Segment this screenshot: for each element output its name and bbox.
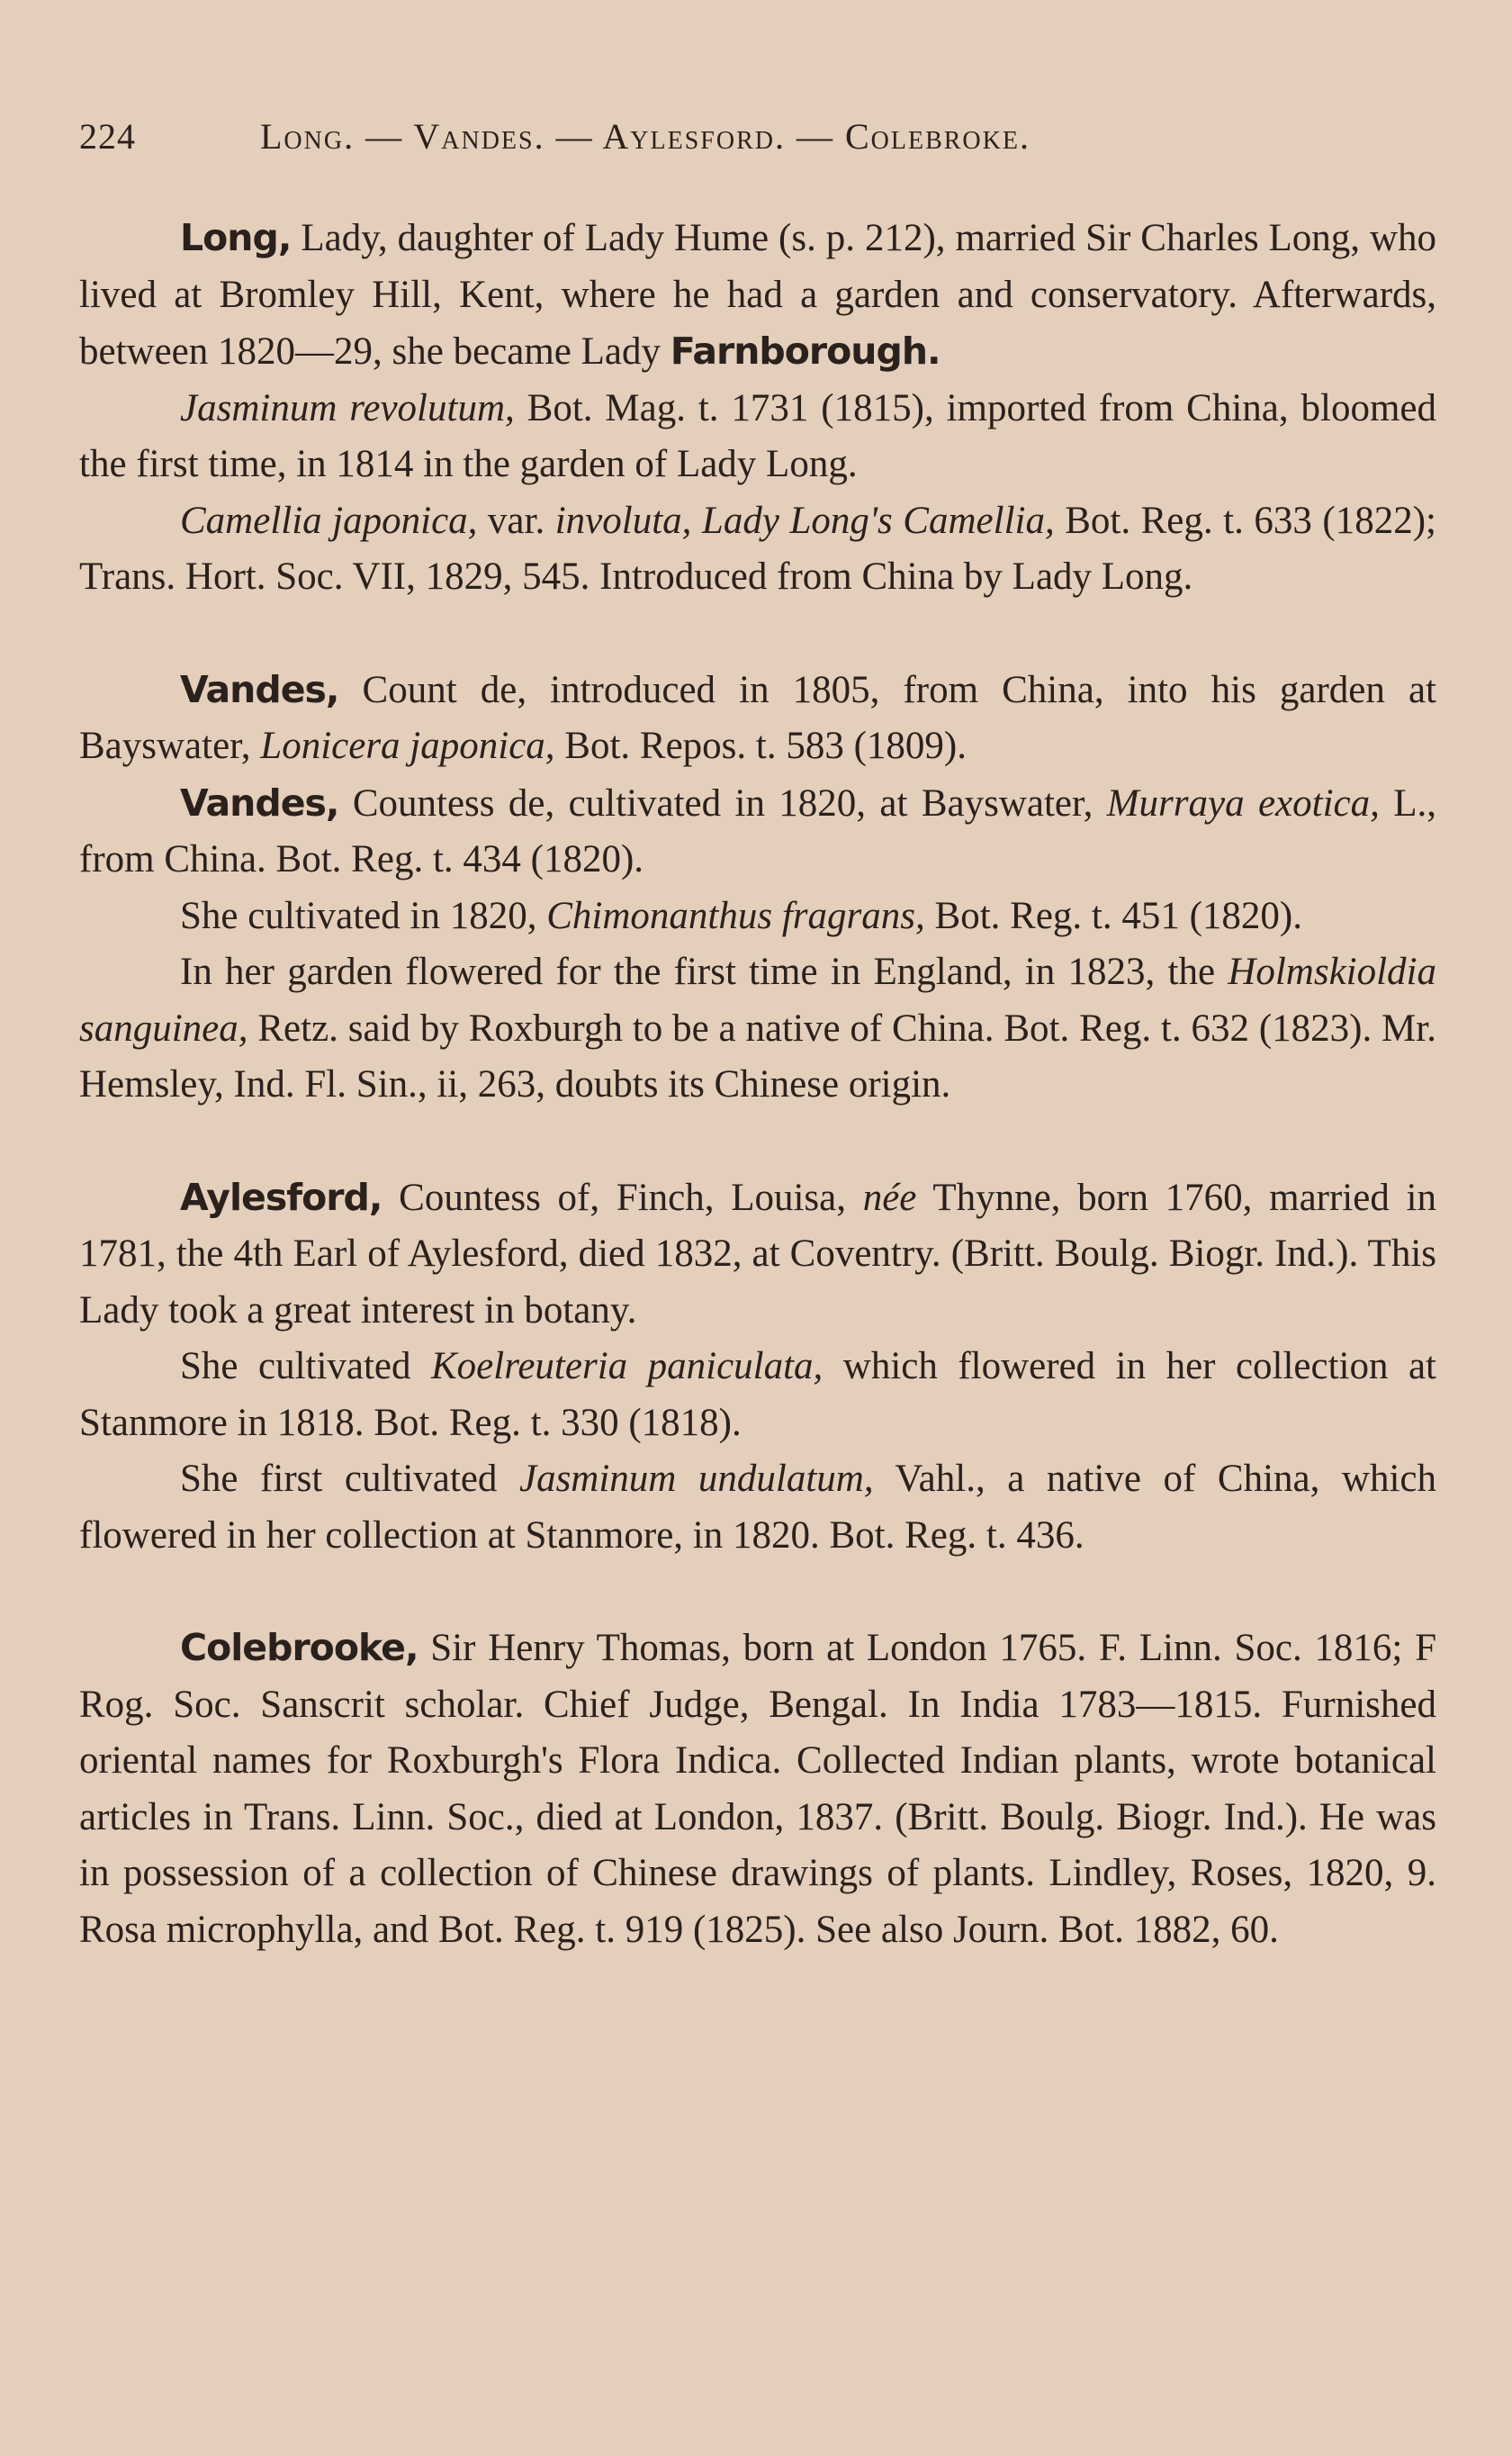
entry-name-vandes: Vandes, — [180, 667, 339, 711]
species-name: Camellia japonica, — [180, 499, 478, 542]
species-name: Murraya exotica, — [1106, 781, 1380, 825]
entry-long-p3: Camellia japonica, var. involuta, Lady Long's Camellia, Bot. Reg. t. 633 (1822); Trans. Hort. Soc. VII, 1829, 545. Introduced from China by Lady Long. — [79, 499, 1436, 598]
entry-long-p2: Jasminum revolutum, Bot. Mag. t. 1731 (1815), imported from China, bloomed the first time, in 1814 in the garden of Lady Long. — [79, 386, 1436, 485]
page-body — [79, 210, 1436, 1958]
entry-vandes-countess-p3: In her garden flowered for the first time in England, in 1823, the Holmskioldia sanguinea, Retz. said by Roxburgh to be a native of China. Bot. Reg. t. 632 (1823). Mr. Hemsley, Ind. Fl. Sin., ii, 263, doubts its Chinese origin. — [79, 951, 1436, 1106]
entry-aylesford-p1: Aylesford, Countess of, Finch, Louisa, née Thynne, born 1760, married in 1781, the 4th Earl of Aylesford, died 1832, at Coventry. (Britt. Boulg. Biogr. Ind.). This Lady took a great interest in botany. — [79, 1175, 1436, 1332]
section-gap — [79, 1564, 1436, 1620]
variety-name: involuta, Lady Long's Camellia, — [554, 499, 1055, 542]
section-gap — [79, 1114, 1436, 1169]
entry-name-vandes: Vandes, — [180, 781, 339, 825]
entry-vandes-count: Vandes, Count de, introduced in 1805, from China, into his garden at Bayswater, Lonicera japonica, Bot. Repos. t. 583 (1809). — [79, 667, 1436, 767]
running-title: Long. — Vandes. — Aylesford. — Colebroke. — [260, 116, 1030, 157]
species-name: Jasminum revolutum, — [180, 386, 515, 429]
entry-aylesford-p2: She cultivated Koelreuteria paniculata, which flowered in her collection at Stanmore in 1818. Bot. Reg. t. 330 (1818). — [79, 1345, 1436, 1444]
entry-vandes-countess-p2: She cultivated in 1820, Chimonanthus fragrans, Bot. Reg. t. 451 (1820). — [180, 894, 1302, 937]
entry-name-aylesford: Aylesford, — [180, 1175, 382, 1219]
running-header — [79, 115, 1436, 158]
entry-name-farnborough: Farnborough. — [670, 330, 940, 373]
species-name: Lonicera japonica, — [260, 725, 555, 767]
entry-long-p1: Long, Lady, daughter of Lady Hume (s. p. 212), married Sir Charles Long, who lived at Bromley Hill, Kent, where he had a garden and conservatory. Afterwards, between 1820—29, she became Lady Farnborough. — [79, 216, 1436, 373]
page-number: 224 — [79, 116, 136, 157]
entry-name-long: Long, — [180, 216, 292, 259]
section-gap — [79, 606, 1436, 662]
entry-name-colebrooke: Colebrooke, — [180, 1626, 418, 1669]
entry-colebrooke: Colebrooke, Sir Henry Thomas, born at London 1765. F. Linn. Soc. 1816; F Rog. Soc. Sanscrit scholar. Chief Judge, Bengal. In India 1783—1815. Furnished oriental names for Roxburgh's Flora Indica. Collected Indian plants, wrote botanical articles in Trans. Linn. Soc., died at London, 1837. (Britt. Boulg. Biogr. Ind.). He was in possession of a collection of Chinese drawings of plants. Lindley, Roses, 1820, 9. Rosa microphylla, and Bot. Reg. t. 919 (1825). See also Journ. Bot. 1882, 60. — [79, 1626, 1436, 1951]
species-name: Holmskioldia sanguinea, — [79, 951, 1436, 1050]
entry-aylesford-p3: She first cultivated Jasminum undulatum, Vahl., a native of China, which flowered in her collection at Stanmore, in 1820. Bot. Reg. t. 436. — [79, 1458, 1436, 1557]
species-name: Chimonanthus fragrans, — [546, 894, 925, 937]
entry-vandes-countess-p1: Vandes, Countess de, cultivated in 1820, at Bayswater, Murraya exotica, L., from China. Bot. Reg. t. 434 (1820). — [79, 781, 1436, 880]
species-name: Jasminum undulatum, — [518, 1458, 874, 1500]
species-name: Koelreuteria paniculata, — [431, 1345, 824, 1387]
